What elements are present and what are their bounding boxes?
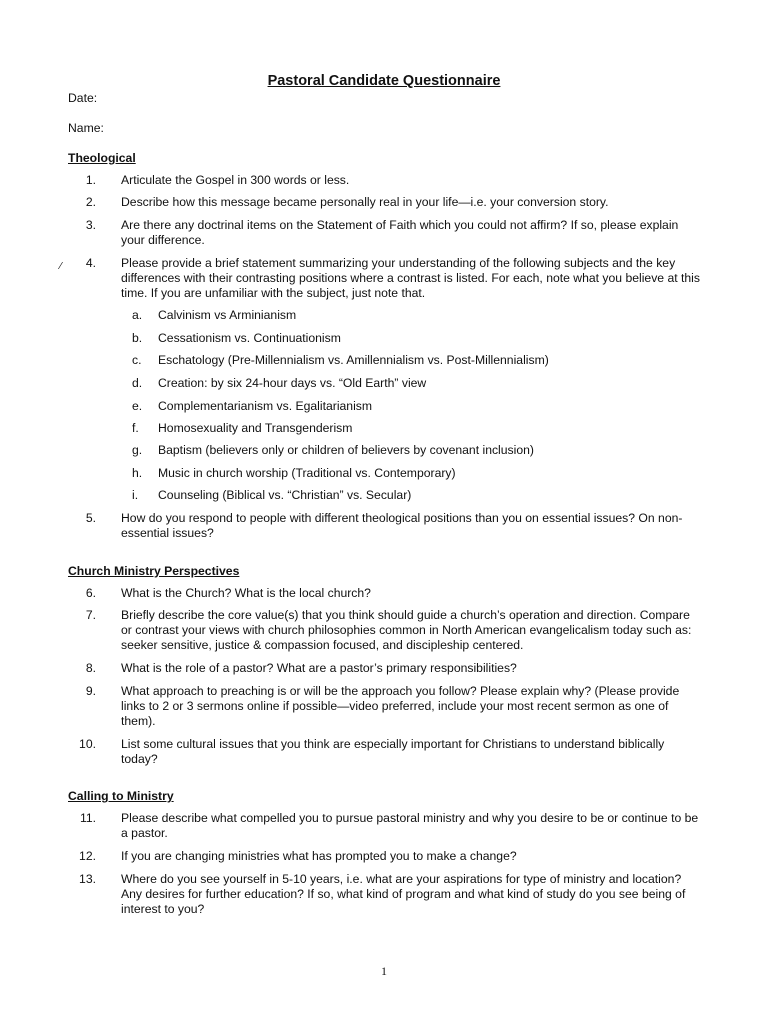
question-number: 10. — [79, 737, 96, 751]
question-text: How do you respond to people with different theological positions than you on essential issues? On non-essential issues? — [121, 511, 683, 540]
question-number: 9. — [85, 684, 96, 698]
question-text: Please provide a brief statement summarizing your understanding of the following subjects and the key differences with their contrasting positions where a contrast is listed. For each, note what you believe at this time. If you are unfamiliar with the subject, just note that. — [121, 256, 700, 300]
question-number: 4. — [85, 256, 96, 270]
question-number: 2. — [85, 195, 96, 209]
page-number: 1 — [381, 964, 387, 978]
question-text: List some cultural issues that you think are especially important for Christians to understand biblically today? — [121, 737, 665, 766]
subitem-text: Baptism (believers only or children of believers by covenant inclusion) — [158, 443, 534, 457]
section-heading-theological: Theological — [68, 151, 136, 165]
subitem-letter: e. — [132, 399, 143, 413]
question-text: What is the role of a pastor? What are a pastor’s primary responsibilities? — [121, 661, 517, 675]
question-number: 11. — [79, 811, 96, 825]
question-text: What is the Church? What is the local church? — [121, 586, 371, 600]
question-number: 8. — [85, 661, 96, 675]
subitem-letter: i. — [132, 488, 139, 502]
subitem-text: Eschatology (Pre-Millennialism vs. Amillennialism vs. Post-Millennialism) — [158, 353, 549, 367]
subitem-letter: f. — [132, 421, 139, 435]
subitem-text: Counseling (Biblical vs. “Christian” vs. Secular) — [158, 488, 412, 502]
question-text: Where do you see yourself in 5-10 years, i.e. what are your aspirations for type of ministry and location? Any desires for further education? If so, what kind of program and what kind of study do you see being of interest to you? — [121, 872, 686, 916]
question-text: If you are changing ministries what has prompted you to make a change? — [121, 849, 517, 863]
question-text: Describe how this message became personally real in your life—i.e. your conversion story. — [121, 195, 609, 209]
question-text: Articulate the Gospel in 300 words or less. — [121, 173, 350, 187]
page-title: Pastoral Candidate Questionnaire — [267, 73, 501, 89]
name-label: Name: — [68, 121, 104, 135]
question-text: Are there any doctrinal items on the Statement of Faith which you could not affirm? If so, please explain your difference. — [121, 218, 679, 247]
question-number: 6. — [85, 586, 96, 600]
subitem-text: Creation: by six 24-hour days vs. “Old Earth” view — [158, 376, 427, 390]
subitem-letter: c. — [132, 353, 142, 367]
subitem-text: Complementarianism vs. Egalitarianism — [158, 399, 373, 413]
subitem-text: Cessationism vs. Continuationism — [158, 331, 341, 345]
subitem-text: Calvinism vs Arminianism — [158, 308, 297, 322]
section-heading-church-ministry: Church Ministry Perspectives — [68, 564, 240, 578]
section-heading-calling: Calling to Ministry — [68, 789, 174, 803]
subitem-text: Music in church worship (Traditional vs. Contemporary) — [158, 466, 456, 480]
question-number: 12. — [79, 849, 96, 863]
stray-mark: ⁄ — [60, 261, 62, 272]
subitem-letter: h. — [132, 466, 143, 480]
question-text: Please describe what compelled you to pursue pastoral ministry and why you desire to be or continue to be a pastor. — [121, 811, 699, 840]
subitem-letter: d. — [132, 376, 143, 390]
question-number: 1. — [85, 173, 96, 187]
question-text: What approach to preaching is or will be the approach you follow? Please explain why? (Please provide links to 2 or 3 sermons online if possible—video preferred, include your most recent sermon as one of them). — [121, 684, 680, 728]
subitem-text: Homosexuality and Transgenderism — [158, 421, 353, 435]
subitem-letter: g. — [132, 443, 143, 457]
question-number: 3. — [85, 218, 96, 232]
question-text: Briefly describe the core value(s) that you think should guide a church’s operation and direction. Compare or contrast your views with church philosophies common in North American evangelicalism today such as: seeker sensitive, justice & compassion focused, and discipleship centered. — [121, 608, 692, 652]
subitem-letter: b. — [132, 331, 143, 345]
subitem-letter: a. — [132, 308, 143, 322]
question-number: 13. — [79, 872, 96, 886]
date-label: Date: — [68, 91, 98, 105]
question-number: 5. — [85, 511, 96, 525]
question-number: 7. — [85, 608, 96, 622]
